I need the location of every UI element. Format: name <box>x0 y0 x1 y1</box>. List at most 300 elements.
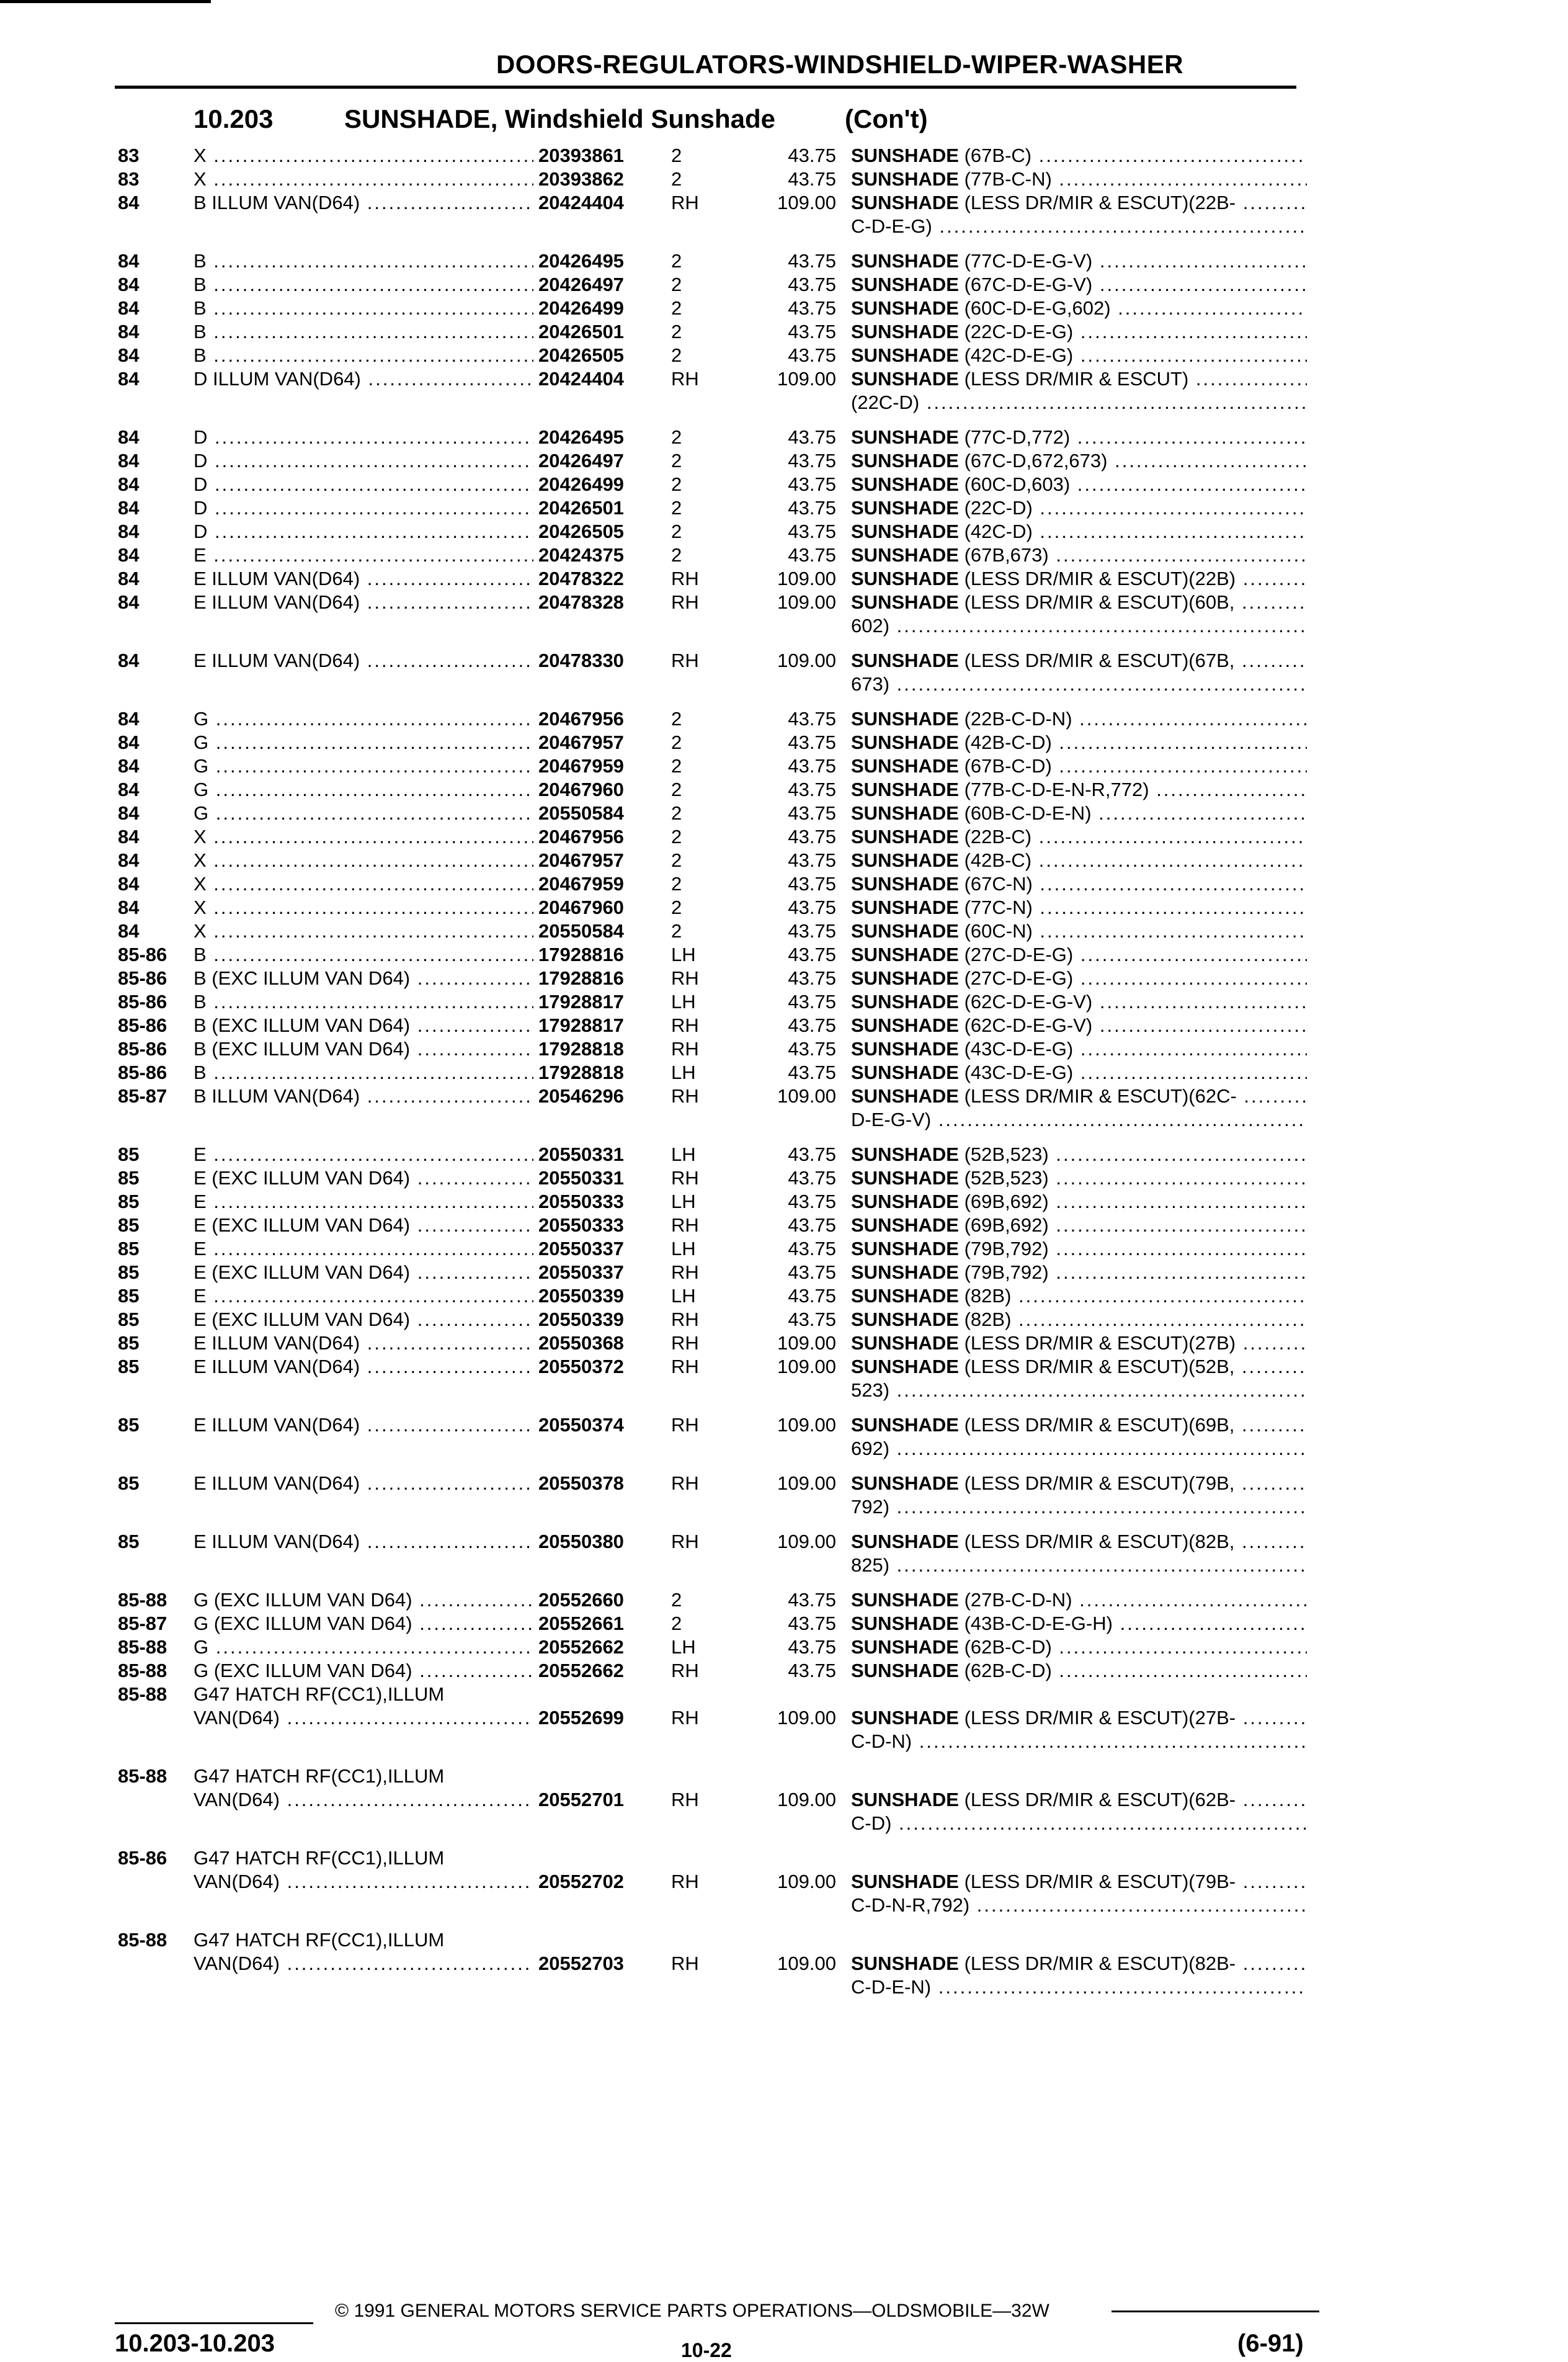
year-cell: 85 <box>118 1167 140 1189</box>
description-cell: E ..... <box>194 544 533 567</box>
part-number-cell: 20426497 <box>538 450 624 472</box>
price-cell: 109.00 <box>777 1356 836 1377</box>
application-cell: SUNSHADE (77C-D-E-G-V) ..... <box>851 249 1307 273</box>
quantity-cell: 2 <box>671 849 682 871</box>
application-cell: SUNSHADE (60C-N) ..... <box>851 919 1307 943</box>
description-cell: E ILLUM VAN(D64) ..... <box>194 1472 533 1495</box>
quantity-cell: 2 <box>671 473 682 495</box>
price-cell: 43.75 <box>788 991 836 1013</box>
price-cell: 43.75 <box>788 1038 836 1060</box>
description-cell: G47 HATCH RF(CC1),ILLUM <box>194 1765 445 1787</box>
quantity-cell: RH <box>671 1531 699 1552</box>
part-number-cell: 20467960 <box>538 897 624 918</box>
footer-rule-left <box>115 2322 313 2324</box>
price-cell: 43.75 <box>788 497 836 519</box>
part-number-cell: 17928818 <box>538 1062 624 1083</box>
quantity-cell: 2 <box>671 779 682 800</box>
table-row <box>0 1214 1568 1237</box>
description-cell: E ILLUM VAN(D64) ..... <box>194 1331 533 1355</box>
application-cell: SUNSHADE (82B) ..... <box>851 1308 1307 1331</box>
quantity-cell: LH <box>671 1191 696 1212</box>
part-number-cell: 20424375 <box>538 544 624 566</box>
price-cell: 109.00 <box>777 1414 836 1436</box>
quantity-cell: 2 <box>671 497 682 519</box>
part-number-cell: 20552702 <box>538 1871 624 1892</box>
year-cell: 85 <box>118 1191 140 1212</box>
part-number-cell: 20478328 <box>538 591 624 613</box>
year-cell: 84 <box>118 650 140 671</box>
year-cell: 85-88 <box>118 1683 167 1705</box>
year-cell: 84 <box>118 779 140 800</box>
application-cell: C-D) ..... <box>851 1812 1307 1835</box>
table-row <box>0 1108 1568 1132</box>
price-cell: 43.75 <box>788 168 836 190</box>
price-cell: 43.75 <box>788 802 836 824</box>
price-cell: 43.75 <box>788 450 836 472</box>
part-number-cell: 20426499 <box>538 473 624 495</box>
price-cell: 109.00 <box>777 1531 836 1552</box>
application-cell: SUNSHADE (LESS DR/MIR & ESCUT)(62B- ..... <box>851 1788 1307 1812</box>
table-row <box>0 320 1568 344</box>
price-cell: 43.75 <box>788 250 836 272</box>
table-row <box>0 673 1568 696</box>
quantity-cell: RH <box>671 1014 699 1036</box>
price-cell: 43.75 <box>788 1660 836 1681</box>
table-row <box>0 1706 1568 1730</box>
application-cell: SUNSHADE (67C-N) ..... <box>851 872 1307 896</box>
application-cell: SUNSHADE (LESS DR/MIR & ESCUT)(52B, ..... <box>851 1355 1307 1379</box>
price-cell: 43.75 <box>788 1167 836 1189</box>
table-row <box>0 249 1568 273</box>
quantity-cell: RH <box>671 192 699 213</box>
year-cell: 84 <box>118 897 140 918</box>
year-cell: 85-86 <box>118 1847 167 1869</box>
application-cell: 602) ..... <box>851 614 1307 638</box>
quantity-cell: 2 <box>671 321 682 342</box>
year-cell: 85-86 <box>118 1062 167 1083</box>
part-number-cell: 20426501 <box>538 321 624 342</box>
table-row <box>0 1166 1568 1190</box>
description-cell: VAN(D64) ..... <box>194 1952 533 1975</box>
quantity-cell: RH <box>671 1332 699 1354</box>
quantity-cell: RH <box>671 1472 699 1494</box>
price-cell: 109.00 <box>777 192 836 213</box>
quantity-cell: 2 <box>671 344 682 366</box>
year-cell: 85 <box>118 1332 140 1354</box>
part-number-cell: 20550337 <box>538 1261 624 1283</box>
application-cell: SUNSHADE (67B,673) ..... <box>851 544 1307 567</box>
part-number-cell: 20426497 <box>538 274 624 295</box>
part-number-cell: 20552703 <box>538 1953 624 1974</box>
year-cell: 85-88 <box>118 1660 167 1681</box>
description-cell: D ..... <box>194 496 533 520</box>
price-cell: 43.75 <box>788 1285 836 1307</box>
price-cell: 43.75 <box>788 426 836 448</box>
year-cell: 84 <box>118 731 140 753</box>
quantity-cell: RH <box>671 650 699 671</box>
footer-revision-date: (6-91) <box>1237 2330 1304 2357</box>
price-cell: 43.75 <box>788 1589 836 1611</box>
description-cell: X ..... <box>194 896 533 919</box>
price-cell: 43.75 <box>788 755 836 777</box>
quantity-cell: RH <box>671 1356 699 1377</box>
description-cell: G ..... <box>194 802 533 825</box>
table-row <box>0 144 1568 168</box>
description-cell: E ILLUM VAN(D64) ..... <box>194 1413 533 1437</box>
year-cell: 84 <box>118 250 140 272</box>
year-cell: 85 <box>118 1214 140 1236</box>
footer-page-number: 10-22 <box>681 2339 732 2361</box>
application-cell: 825) ..... <box>851 1554 1307 1577</box>
description-cell: E ILLUM VAN(D64) ..... <box>194 649 533 673</box>
quantity-cell: 2 <box>671 426 682 448</box>
year-cell: 84 <box>118 497 140 519</box>
price-cell: 109.00 <box>777 650 836 671</box>
price-cell: 43.75 <box>788 1636 836 1658</box>
table-row <box>0 1530 1568 1554</box>
year-cell: 85 <box>118 1356 140 1377</box>
quantity-cell: 2 <box>671 450 682 472</box>
application-cell: D-E-G-V) ..... <box>851 1108 1307 1132</box>
application-cell: SUNSHADE (79B,792) ..... <box>851 1237 1307 1261</box>
table-row <box>0 1812 1568 1835</box>
application-cell: SUNSHADE (77B-C-D-E-N-R,772) ..... <box>851 778 1307 802</box>
application-cell: SUNSHADE (22B-C-D-N) ..... <box>851 707 1307 731</box>
quantity-cell: 2 <box>671 1589 682 1611</box>
year-cell: 84 <box>118 591 140 613</box>
application-cell: SUNSHADE (LESS DR/MIR & ESCUT)(62C- ..... <box>851 1085 1307 1108</box>
description-cell: B ..... <box>194 344 533 367</box>
description-cell: E (EXC ILLUM VAN D64) ..... <box>194 1214 533 1237</box>
year-cell: 84 <box>118 192 140 213</box>
quantity-cell: LH <box>671 944 696 965</box>
description-cell: B ..... <box>194 990 533 1014</box>
table-row <box>0 1635 1568 1659</box>
price-cell: 43.75 <box>788 779 836 800</box>
year-cell: 84 <box>118 473 140 495</box>
description-cell: G (EXC ILLUM VAN D64) ..... <box>194 1588 533 1612</box>
application-cell: C-D-N) ..... <box>851 1730 1307 1753</box>
application-cell: SUNSHADE (LESS DR/MIR & ESCUT)(82B- ..... <box>851 1952 1307 1975</box>
quantity-cell: 2 <box>671 544 682 566</box>
year-cell: 83 <box>118 145 140 166</box>
description-cell: G47 HATCH RF(CC1),ILLUM <box>194 1683 445 1705</box>
description-cell: G ..... <box>194 707 533 731</box>
table-row <box>0 1355 1568 1379</box>
year-cell: 85-86 <box>118 1014 167 1036</box>
application-cell: SUNSHADE (69B,692) ..... <box>851 1190 1307 1214</box>
table-row <box>0 1143 1568 1166</box>
part-number-cell: 20426499 <box>538 297 624 319</box>
quantity-cell: RH <box>671 1261 699 1283</box>
part-number-cell: 17928818 <box>538 1038 624 1060</box>
price-cell: 43.75 <box>788 1191 836 1212</box>
price-cell: 43.75 <box>788 897 836 918</box>
year-cell: 85-86 <box>118 991 167 1013</box>
part-number-cell: 20393861 <box>538 145 624 166</box>
description-cell: G47 HATCH RF(CC1),ILLUM <box>194 1847 445 1869</box>
application-cell: SUNSHADE (67C-D,672,673) ..... <box>851 449 1307 473</box>
description-cell: E ILLUM VAN(D64) ..... <box>194 567 533 591</box>
part-number-cell: 20550333 <box>538 1191 624 1212</box>
quantity-cell: 2 <box>671 802 682 824</box>
part-number-cell: 20426501 <box>538 497 624 519</box>
table-row <box>0 707 1568 731</box>
part-number-cell: 20552660 <box>538 1589 624 1611</box>
table-row <box>0 1683 1568 1706</box>
application-cell: C-D-N-R,792) ..... <box>851 1894 1307 1917</box>
part-number-cell: 20426495 <box>538 426 624 448</box>
price-cell: 109.00 <box>777 1472 836 1494</box>
quantity-cell: RH <box>671 1871 699 1892</box>
description-cell: G (EXC ILLUM VAN D64) ..... <box>194 1612 533 1635</box>
part-number-cell: 17928817 <box>538 1014 624 1036</box>
application-cell: SUNSHADE (LESS DR/MIR & ESCUT)(27B- ..... <box>851 1706 1307 1730</box>
price-cell: 43.75 <box>788 544 836 566</box>
price-cell: 43.75 <box>788 344 836 366</box>
price-cell: 43.75 <box>788 321 836 342</box>
description-cell: E ILLUM VAN(D64) ..... <box>194 1530 533 1554</box>
price-cell: 43.75 <box>788 521 836 542</box>
application-cell: SUNSHADE (22C-D) ..... <box>851 496 1307 520</box>
part-number-cell: 20550368 <box>538 1332 624 1354</box>
price-cell: 43.75 <box>788 1613 836 1634</box>
application-cell: (22C-D) ..... <box>851 391 1307 414</box>
quantity-cell: RH <box>671 1707 699 1729</box>
table-row <box>0 1612 1568 1635</box>
price-cell: 43.75 <box>788 849 836 871</box>
price-cell: 43.75 <box>788 1014 836 1036</box>
application-cell: SUNSHADE (27C-D-E-G) ..... <box>851 967 1307 990</box>
application-cell: SUNSHADE (LESS DR/MIR & ESCUT)(60B, ..... <box>851 591 1307 614</box>
table-row <box>0 649 1568 673</box>
quantity-cell: 2 <box>671 873 682 895</box>
table-row <box>0 1413 1568 1437</box>
part-number-cell: 20426505 <box>538 521 624 542</box>
table-row <box>0 1331 1568 1355</box>
price-cell: 43.75 <box>788 873 836 895</box>
description-cell: B (EXC ILLUM VAN D64) ..... <box>194 1014 533 1037</box>
table-row <box>0 191 1568 215</box>
application-cell: SUNSHADE (LESS DR/MIR & ESCUT)(67B, ..... <box>851 649 1307 673</box>
table-row <box>0 426 1568 449</box>
table-row <box>0 1261 1568 1284</box>
year-cell: 85-86 <box>118 944 167 965</box>
quantity-cell: LH <box>671 1285 696 1307</box>
price-cell: 109.00 <box>777 1953 836 1974</box>
description-cell: D ..... <box>194 473 533 496</box>
quantity-cell: 2 <box>671 168 682 190</box>
table-row <box>0 1554 1568 1577</box>
application-cell: SUNSHADE (43B-C-D-E-G-H) ..... <box>851 1612 1307 1635</box>
quantity-cell: 2 <box>671 826 682 848</box>
application-cell: SUNSHADE (LESS DR/MIR & ESCUT)(69B, ..... <box>851 1413 1307 1437</box>
part-number-cell: 20550380 <box>538 1531 624 1552</box>
table-row <box>0 1846 1568 1870</box>
table-row <box>0 1952 1568 1975</box>
description-cell: E ..... <box>194 1143 533 1166</box>
part-number-cell: 20546296 <box>538 1085 624 1107</box>
application-cell: SUNSHADE (LESS DR/MIR & ESCUT)(82B, ..... <box>851 1530 1307 1554</box>
quantity-cell: 2 <box>671 274 682 295</box>
application-cell: SUNSHADE (62C-D-E-G-V) ..... <box>851 1014 1307 1037</box>
year-cell: 84 <box>118 274 140 295</box>
description-cell: X ..... <box>194 168 533 191</box>
year-cell: 84 <box>118 321 140 342</box>
application-cell: 792) ..... <box>851 1495 1307 1519</box>
quantity-cell: LH <box>671 1143 696 1165</box>
application-cell: SUNSHADE (52B,523) ..... <box>851 1143 1307 1166</box>
application-cell: SUNSHADE (LESS DR/MIR & ESCUT)(22B- ..... <box>851 191 1307 215</box>
section-number: 10.203 <box>194 104 274 133</box>
table-row <box>0 1379 1568 1402</box>
description-cell: G47 HATCH RF(CC1),ILLUM <box>194 1929 445 1951</box>
year-cell: 85 <box>118 1414 140 1436</box>
table-row <box>0 1765 1568 1788</box>
price-cell: 43.75 <box>788 708 836 730</box>
price-cell: 109.00 <box>777 1789 836 1810</box>
application-cell: SUNSHADE (27B-C-D-N) ..... <box>851 1588 1307 1612</box>
table-row <box>0 825 1568 849</box>
year-cell: 85 <box>118 1261 140 1283</box>
application-cell: SUNSHADE (42C-D-E-G) ..... <box>851 344 1307 367</box>
description-cell: G ..... <box>194 754 533 778</box>
table-row <box>0 168 1568 191</box>
description-cell: B (EXC ILLUM VAN D64) ..... <box>194 1037 533 1061</box>
year-cell: 85 <box>118 1143 140 1165</box>
price-cell: 43.75 <box>788 297 836 319</box>
table-row <box>0 297 1568 320</box>
year-cell: 84 <box>118 521 140 542</box>
description-cell: D ILLUM VAN(D64) ..... <box>194 367 533 391</box>
description-cell: B ..... <box>194 320 533 344</box>
application-cell: SUNSHADE (27C-D-E-G) ..... <box>851 943 1307 967</box>
table-row <box>0 967 1568 990</box>
part-number-cell: 20550339 <box>538 1308 624 1330</box>
year-cell: 85 <box>118 1472 140 1494</box>
application-cell: SUNSHADE (77C-D,772) ..... <box>851 426 1307 449</box>
application-cell: C-D-E-G) ..... <box>851 215 1307 238</box>
description-cell: VAN(D64) ..... <box>194 1788 533 1812</box>
year-cell: 84 <box>118 920 140 942</box>
quantity-cell: 2 <box>671 521 682 542</box>
application-cell: SUNSHADE (67C-D-E-G-V) ..... <box>851 273 1307 297</box>
year-cell: 85-88 <box>118 1765 167 1787</box>
application-cell: 673) ..... <box>851 673 1307 696</box>
quantity-cell: RH <box>671 1038 699 1060</box>
part-number-cell: 20552699 <box>538 1707 624 1729</box>
description-cell: B ..... <box>194 943 533 967</box>
footer-rule-right <box>1111 2311 1319 2312</box>
table-row <box>0 367 1568 391</box>
application-cell: SUNSHADE (67B-C) ..... <box>851 144 1307 168</box>
table-row <box>0 1061 1568 1085</box>
price-cell: 43.75 <box>788 274 836 295</box>
table-row <box>0 1014 1568 1037</box>
table-row <box>0 1085 1568 1108</box>
part-number-cell: 20550333 <box>538 1214 624 1236</box>
description-cell: D ..... <box>194 449 533 473</box>
table-row <box>0 473 1568 496</box>
quantity-cell: RH <box>671 1414 699 1436</box>
application-cell: SUNSHADE (22B-C) ..... <box>851 825 1307 849</box>
description-cell: G ..... <box>194 1635 533 1659</box>
price-cell: 43.75 <box>788 920 836 942</box>
description-cell: B (EXC ILLUM VAN D64) ..... <box>194 967 533 990</box>
part-number-cell: 20550331 <box>538 1167 624 1189</box>
part-number-cell: 20426495 <box>538 250 624 272</box>
quantity-cell: 2 <box>671 731 682 753</box>
description-cell: X ..... <box>194 825 533 849</box>
year-cell: 85-88 <box>118 1589 167 1611</box>
quantity-cell: 2 <box>671 920 682 942</box>
table-row <box>0 544 1568 567</box>
application-cell: SUNSHADE (43C-D-E-G) ..... <box>851 1037 1307 1061</box>
quantity-cell: LH <box>671 1636 696 1658</box>
year-cell: 84 <box>118 802 140 824</box>
description-cell: B ILLUM VAN(D64) ..... <box>194 191 533 215</box>
description-cell: B ..... <box>194 249 533 273</box>
part-number-cell: 20550584 <box>538 802 624 824</box>
table-row <box>0 449 1568 473</box>
year-cell: 85-86 <box>118 1038 167 1060</box>
application-cell: SUNSHADE (77B-C-N) ..... <box>851 168 1307 191</box>
table-row <box>0 990 1568 1014</box>
application-cell: SUNSHADE (52B,523) ..... <box>851 1166 1307 1190</box>
part-number-cell: 20550584 <box>538 920 624 942</box>
year-cell: 85 <box>118 1238 140 1259</box>
table-row <box>0 614 1568 638</box>
application-cell: SUNSHADE (62B-C-D) ..... <box>851 1635 1307 1659</box>
table-row <box>0 896 1568 919</box>
part-number-cell: 17928816 <box>538 967 624 989</box>
application-cell: SUNSHADE (43C-D-E-G) ..... <box>851 1061 1307 1085</box>
part-number-cell: 20467956 <box>538 708 624 730</box>
part-number-cell: 20467959 <box>538 755 624 777</box>
part-number-cell: 20550374 <box>538 1414 624 1436</box>
description-cell: E ..... <box>194 1237 533 1261</box>
application-cell: SUNSHADE (60B-C-D-E-N) ..... <box>851 802 1307 825</box>
part-number-cell: 17928817 <box>538 991 624 1013</box>
part-number-cell: 20550337 <box>538 1238 624 1259</box>
year-cell: 84 <box>118 755 140 777</box>
price-cell: 109.00 <box>777 568 836 589</box>
quantity-cell: RH <box>671 1953 699 1974</box>
table-row <box>0 943 1568 967</box>
application-cell: SUNSHADE (22C-D-E-G) ..... <box>851 320 1307 344</box>
table-row <box>0 1788 1568 1812</box>
quantity-cell: LH <box>671 1062 696 1083</box>
price-cell: 43.75 <box>788 967 836 989</box>
application-cell: SUNSHADE (69B,692) ..... <box>851 1214 1307 1237</box>
description-cell: E ILLUM VAN(D64) ..... <box>194 591 533 614</box>
price-cell: 43.75 <box>788 145 836 166</box>
part-number-cell: 20393862 <box>538 168 624 190</box>
table-row <box>0 520 1568 544</box>
year-cell: 83 <box>118 168 140 190</box>
year-cell: 85 <box>118 1531 140 1552</box>
table-row <box>0 273 1568 297</box>
parts-list <box>0 144 1568 1999</box>
description-cell: X ..... <box>194 872 533 896</box>
price-cell: 43.75 <box>788 1261 836 1283</box>
quantity-cell: RH <box>671 591 699 613</box>
footer-copyright: © 1991 GENERAL MOTORS SERVICE PARTS OPERATIONS—OLDSMOBILE—32W <box>335 2301 1049 2321</box>
description-cell: G ..... <box>194 778 533 802</box>
description-cell: D ..... <box>194 520 533 544</box>
quantity-cell: 2 <box>671 755 682 777</box>
year-cell: 85 <box>118 1285 140 1307</box>
